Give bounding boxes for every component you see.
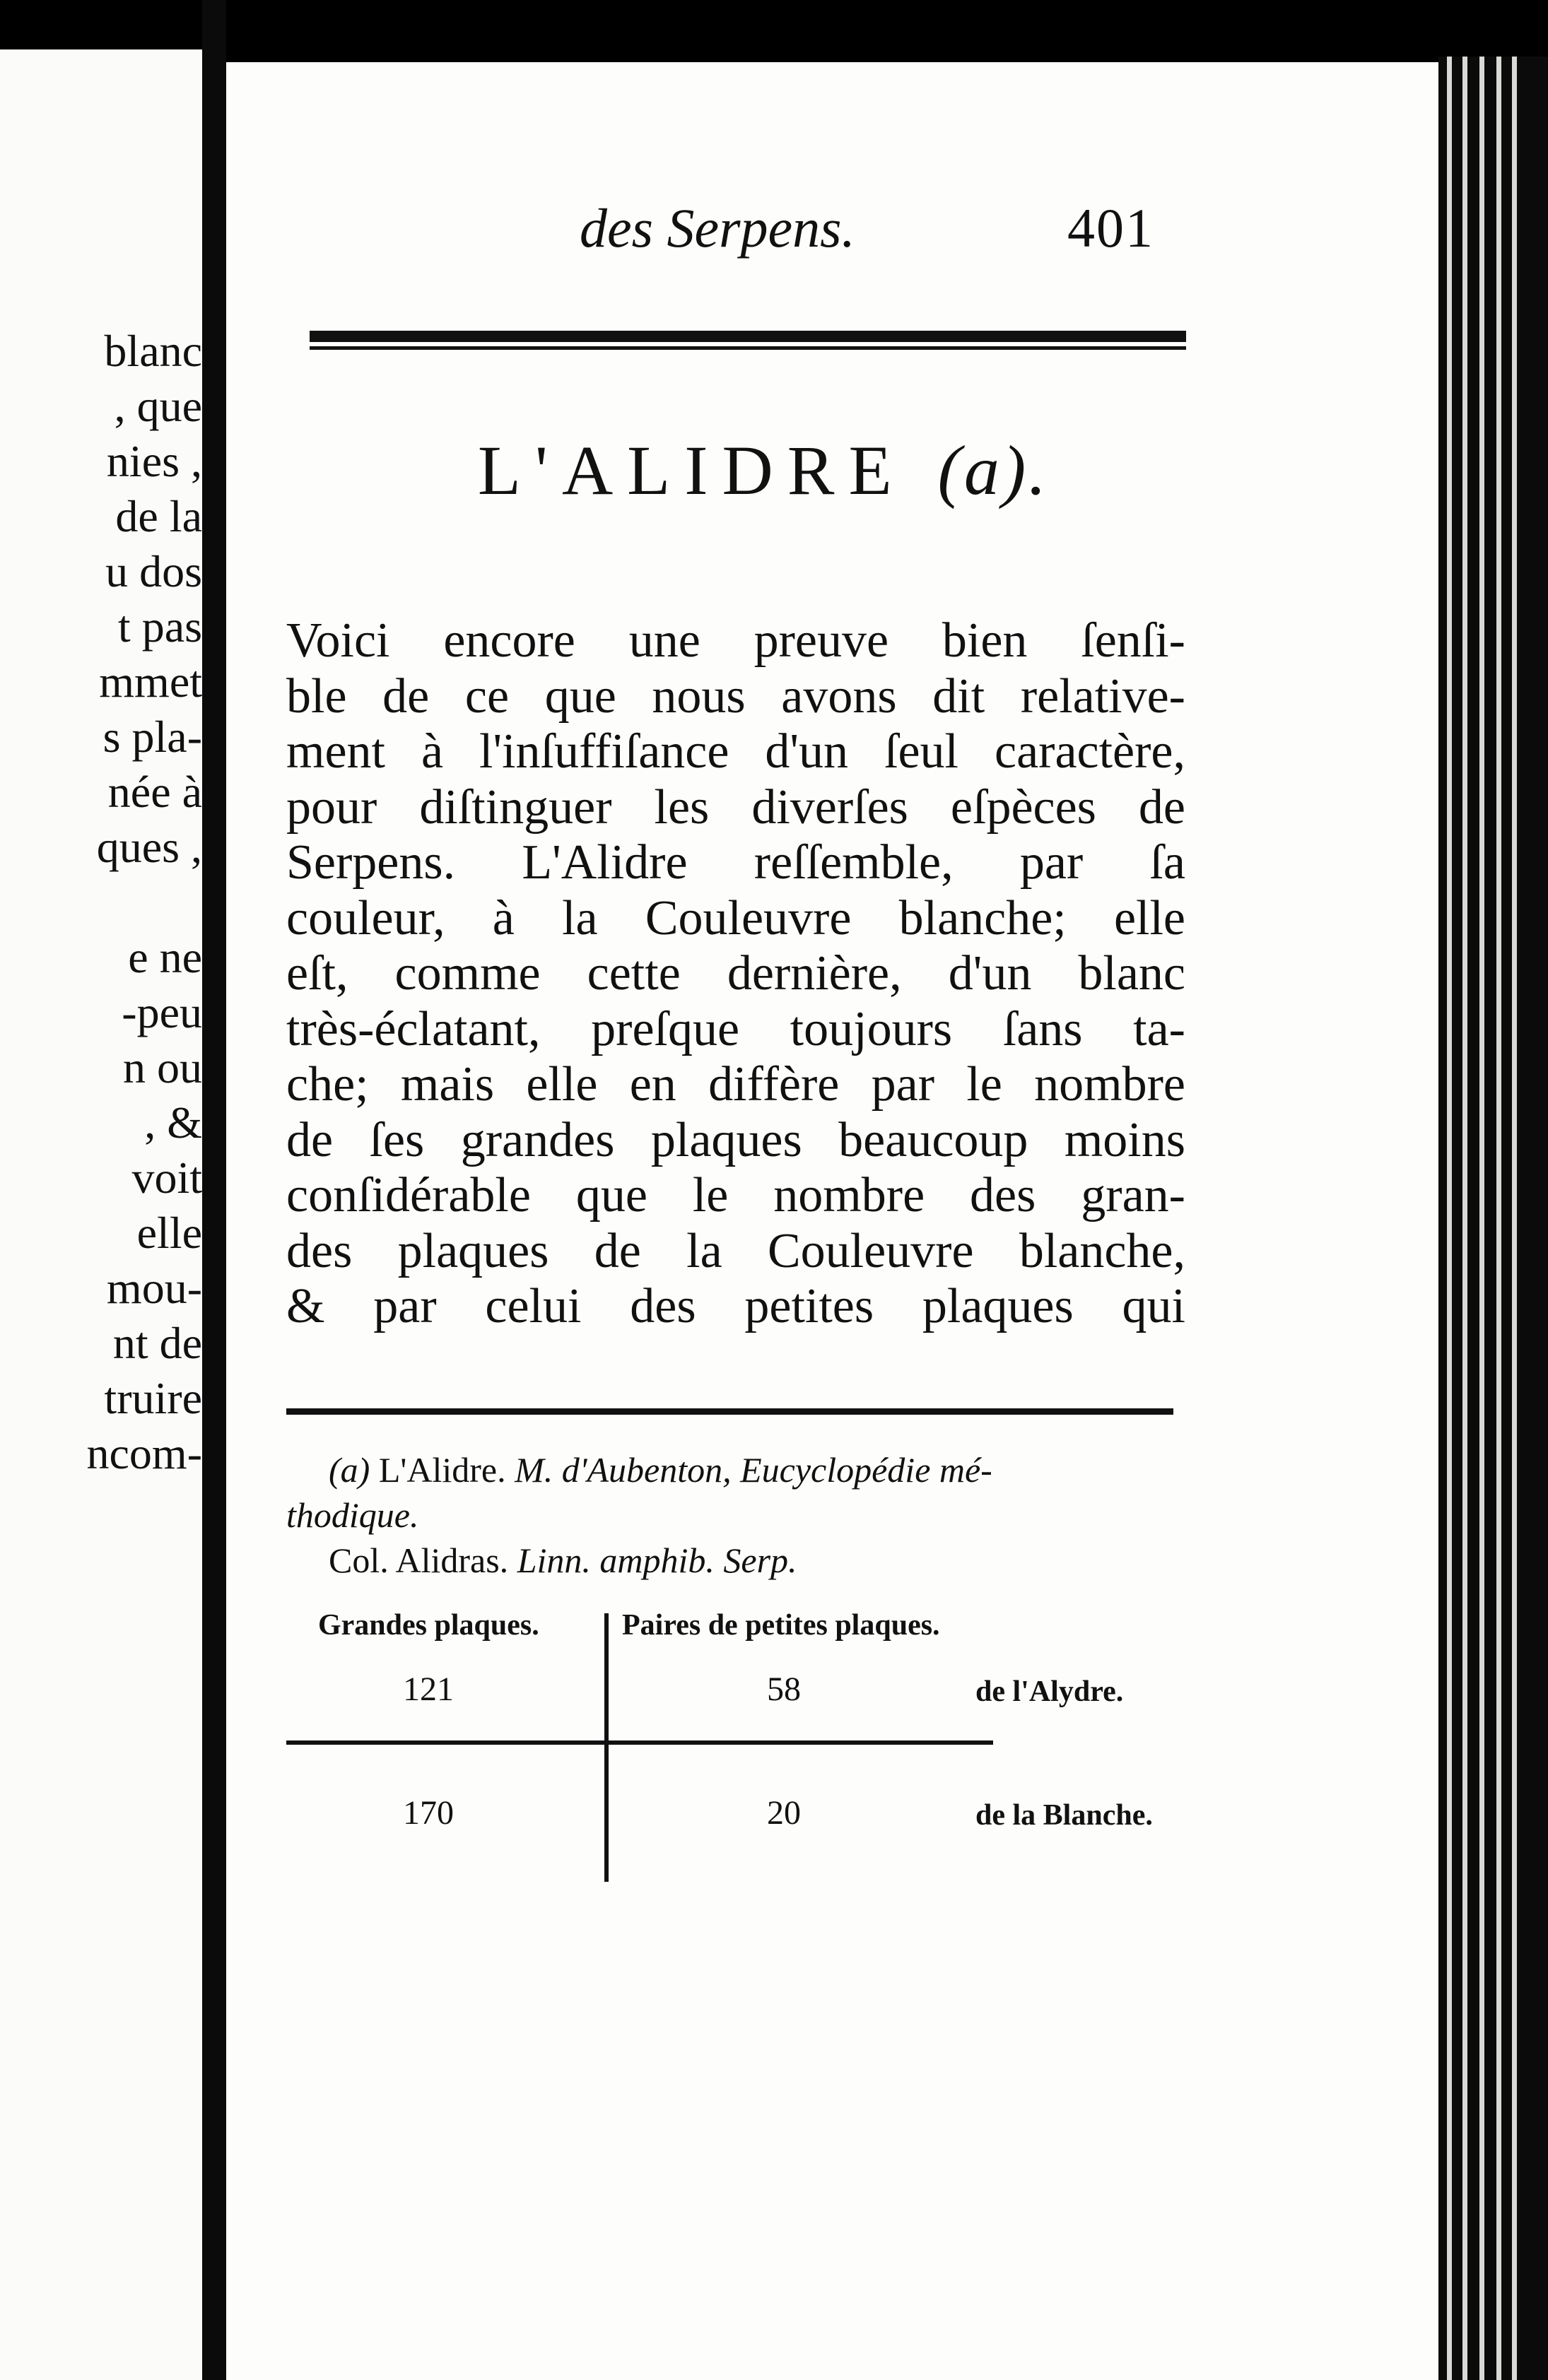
- body-line: très-éclatant, preſque toujours ſans ta-: [286, 1001, 1185, 1056]
- body-line: ment à l'inſuffiſance d'un ſeul caractère,: [286, 724, 1185, 779]
- title-note-ref: (a).: [937, 431, 1050, 509]
- facing-text-fragment: -peu: [122, 987, 202, 1037]
- facing-text-fragment: e ne: [128, 932, 202, 982]
- table-row-label: de l'Alydre.: [975, 1675, 1124, 1708]
- footnote-marker: (a): [329, 1450, 370, 1490]
- body-line: pour diſtinguer les diverſes eſpèces de: [286, 779, 1185, 835]
- footnote-work: Eucyclopédie mé-: [740, 1450, 992, 1490]
- table-cell: 20: [767, 1794, 801, 1832]
- facing-text-fragment: , &: [144, 1097, 202, 1148]
- body-line: ble de ce que nous avons dit relative-: [286, 668, 1185, 724]
- facing-text-fragment: ques ,: [96, 822, 202, 872]
- title-text: L'ALIDRE: [477, 431, 906, 509]
- footnote: [286, 1447, 1173, 1583]
- page-edges: [1438, 57, 1548, 2380]
- facing-text-fragment: t pas: [117, 601, 202, 652]
- body-line: che; mais elle en diffère par le nombre: [286, 1057, 1185, 1112]
- facing-text-fragment: truire: [104, 1373, 202, 1423]
- footnote-line: [286, 1447, 1173, 1492]
- facing-text-fragment: de la: [115, 491, 202, 541]
- footnote-text: L'Alidre.: [378, 1450, 506, 1490]
- body-paragraph: [286, 613, 1185, 1335]
- body-line: de ſes grandes plaques beaucoup moins: [286, 1112, 1185, 1167]
- footnote-rule: [286, 1408, 1173, 1415]
- facing-text-fragment: elle: [136, 1208, 202, 1258]
- body-line: des plaques de la Couleuvre blanche,: [286, 1223, 1185, 1278]
- table-column-divider: [604, 1613, 609, 1882]
- facing-text-fragment: voit: [131, 1153, 202, 1203]
- running-head: des Serpens.: [580, 197, 855, 259]
- page-number: 401: [1067, 197, 1154, 259]
- header-rule: [310, 331, 1186, 342]
- book-page: [226, 62, 1438, 2380]
- facing-text-fragment: mmet: [99, 656, 202, 707]
- footnote-reference: Linn. amphib. Serp.: [517, 1540, 797, 1580]
- footnote-author: M. d'Aubenton,: [515, 1450, 732, 1490]
- facing-text-fragment: nies ,: [106, 436, 202, 486]
- footnote-line: [286, 1492, 1173, 1538]
- table-cell: 170: [403, 1794, 454, 1832]
- footnote-text: Col. Alidras.: [329, 1540, 509, 1580]
- facing-page: [0, 49, 202, 2380]
- plates-table: [226, 1603, 1286, 1899]
- facing-text-fragment: n ou: [123, 1042, 202, 1092]
- body-line: & par celui des petites plaques qui: [286, 1279, 1185, 1333]
- footnote-work-cont: thodique.: [286, 1495, 419, 1535]
- facing-text-fragment: , que: [114, 381, 202, 431]
- facing-text-fragment: blanc: [104, 326, 202, 376]
- table-cell: 58: [767, 1671, 801, 1708]
- table-header: Grandes plaques.: [318, 1609, 539, 1642]
- table-row-divider: [286, 1740, 993, 1745]
- facing-text-fragment: ncom-: [86, 1428, 202, 1478]
- facing-text-fragment: u dos: [105, 546, 202, 596]
- body-line: couleur, à la Couleuvre blanche; elle: [286, 890, 1185, 945]
- facing-text-fragment: mou-: [106, 1263, 202, 1313]
- body-line: Serpens. L'Alidre reſſemble, par ſa: [286, 835, 1185, 890]
- chapter-title: [226, 430, 1301, 511]
- body-line: eſt, comme cette dernière, d'un blanc: [286, 946, 1185, 1001]
- facing-text-fragment: née à: [107, 767, 202, 817]
- table-cell: 121: [403, 1671, 454, 1708]
- body-line: Voici encore une preuve bien ſenſi-: [286, 613, 1185, 668]
- table-row-label: de la Blanche.: [975, 1799, 1153, 1832]
- footnote-line: [286, 1538, 1173, 1583]
- body-line: conſidérable que le nombre des gran-: [286, 1168, 1185, 1223]
- table-header: Paires de petites plaques.: [622, 1609, 940, 1642]
- facing-text-fragment: nt de: [112, 1318, 202, 1368]
- book-gutter: [202, 0, 226, 2380]
- header-rule-thin: [310, 346, 1186, 350]
- facing-text-fragment: s pla-: [102, 712, 202, 762]
